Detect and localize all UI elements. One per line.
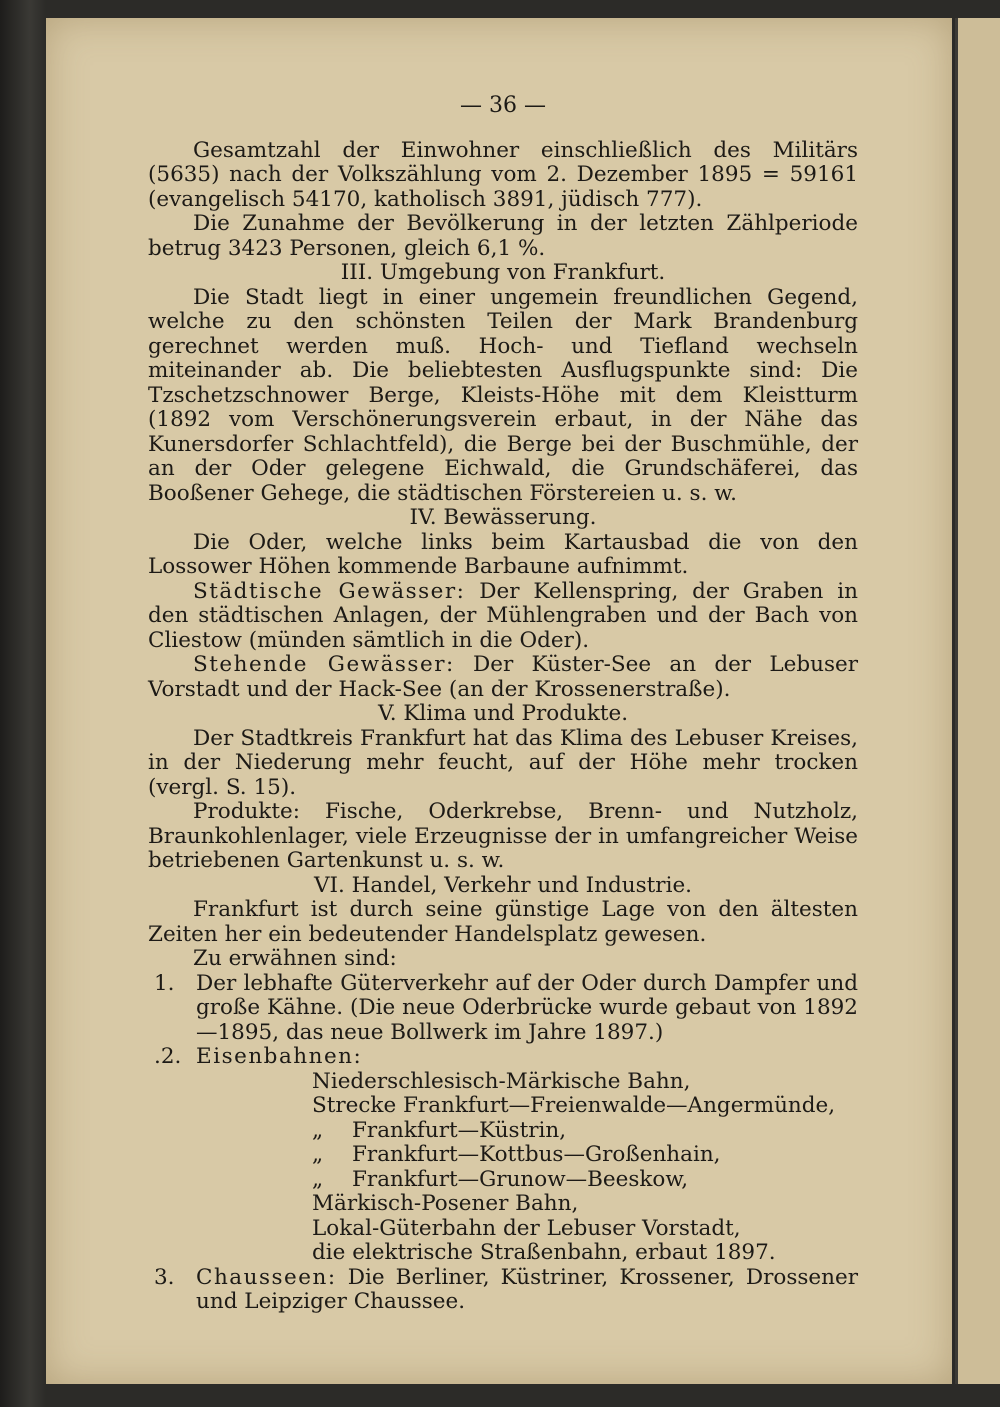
railway-line: die elektrische Straßenbahn, erbaut 1897. — [312, 1240, 776, 1265]
list-number: .2. — [154, 1044, 182, 1069]
railway-line: Märkisch-Posener Bahn, — [312, 1191, 579, 1216]
list-item-text — [196, 1266, 858, 1315]
railway-line — [148, 1119, 858, 1144]
handel-list-intro: Zu erwähnen sind: — [193, 946, 397, 971]
chausseen-text: Die Berliner, Küstriner, Krossener, Drossener und Leipziger Chaussee. — [196, 1264, 858, 1314]
section-heading-klima: V. Klima und Produkte. — [377, 701, 629, 726]
list-number: 3. — [154, 1264, 175, 1290]
list-number: 1. — [154, 970, 175, 996]
page-number: — 36 — — [460, 93, 546, 118]
ditto-mark: „ — [312, 1117, 324, 1143]
railway-line: Niederschlesisch-Märkische Bahn, — [312, 1068, 691, 1094]
railway-line: Lokal-Güterbahn der Lebuser Vorstadt, — [312, 1215, 741, 1241]
list-item — [148, 972, 858, 1046]
section-heading-umgebung: III. Umgebung von Frankfurt. — [340, 260, 666, 285]
list-item — [148, 1045, 858, 1070]
produkte-paragraph — [148, 800, 858, 874]
railway-route: Frankfurt—Küstrin, — [352, 1117, 567, 1143]
stehende-gewaesser-text: Der Küster-See an der Lebuser Vorstadt und der Hack-See (an der Krossenerstraße). — [148, 652, 859, 702]
population-total: Gesamtzahl der Einwohner einschließlich des Militärs (5635) nach der Volkszählung vom 2. Dezember 1895 = 59161 (evangelisch 54170, katholisch 3891, jüdisch 777). — [148, 137, 858, 212]
produkte-text: Fische, Oderkrebse, Brenn- und Nutzholz, Braunkohlenlager, viele Erzeugnisse der in umfangreicher Weise betriebenen Gartenkunst u. s. w. — [148, 799, 858, 873]
label-produkte: Produkte: — [193, 799, 300, 824]
population-growth: Die Zunahme der Bevölkerung in der letzten Zählperiode betrug 3423 Personen, gleich 6,1 %. — [148, 211, 858, 261]
railway-line: Strecke Frankfurt—Freienwalde—Angermünde, — [312, 1093, 836, 1118]
label-chausseen: Chausseen: — [196, 1264, 337, 1290]
railway-line — [148, 1168, 858, 1193]
adjacent-page-edge — [955, 18, 1000, 1384]
railway-line — [148, 1143, 858, 1168]
klima-text: Der Stadtkreis Frankfurt hat das Klima des Lebuser Kreises, in der Niederung mehr feucht, auf der Höhe mehr trocken (vergl. S. 15). — [148, 725, 858, 800]
label-staedtische-gewaesser: Städtische Gewässer: — [193, 578, 466, 604]
ditto-mark: „ — [312, 1166, 324, 1192]
section-heading-handel: VI. Handel, Verkehr und Industrie. — [313, 872, 693, 898]
handel-intro: Frankfurt ist durch seine günstige Lage von den ältesten Zeiten her ein bedeutender Handelsplatz gewesen. — [148, 897, 858, 947]
list-item-text: Der lebhafte Güterverkehr auf der Oder durch Dampfer und große Kähne. (Die neue Oderbrücke wurde gebaut von 1892—1895, das neue Bollwerk im Jahre 1897.) — [196, 970, 858, 1045]
bewaesserung-stehend — [148, 653, 858, 702]
list-item — [148, 1266, 858, 1315]
page-text — [148, 94, 858, 1315]
ditto-mark: „ — [312, 1142, 324, 1167]
staedtische-gewaesser-text: Der Kellenspring, der Graben in den städtischen Anlagen, der Mühlengraben und der Bach von Cliestow (münden sämtlich in die Oder). — [148, 578, 858, 653]
railway-route: Frankfurt—Grunow—Beeskow, — [352, 1166, 689, 1192]
bewaesserung-staedtisch — [148, 580, 858, 654]
section-umgebung-body: Die Stadt liegt in einer ungemein freundlichen Gegend, welche zu den schönsten Teilen der Mark Brandenburg gerechnet werden muß. Hoch- und Tiefland wechseln miteinander ab. Die beliebtesten Ausflugspunkte sind: Die Tzschetzschnower Berge, Kleists-Höhe mit dem Kleistturm (1892 vom Verschönerungsverein erbaut, in der Nähe das Kunersdorfer Schlachtfeld), die Berge bei der Buschmühle, der an der Oder gelegene Eichwald, die Grundschäferei, das Booßener Gehege, die städtischen Förstereien u. s. w. — [148, 284, 858, 506]
label-stehende-gewaesser: Stehende Gewässer: — [193, 652, 455, 677]
section-heading-bewaesserung: IV. Bewässerung. — [409, 505, 597, 530]
label-eisenbahnen: Eisenbahnen: — [196, 1044, 363, 1069]
railway-route: Frankfurt—Kottbus—Großenhain, — [352, 1142, 721, 1167]
bewaesserung-oder: Die Oder, welche links beim Kartausbad die von den Lossower Höhen kommende Barbaune aufnimmt. — [148, 529, 858, 579]
